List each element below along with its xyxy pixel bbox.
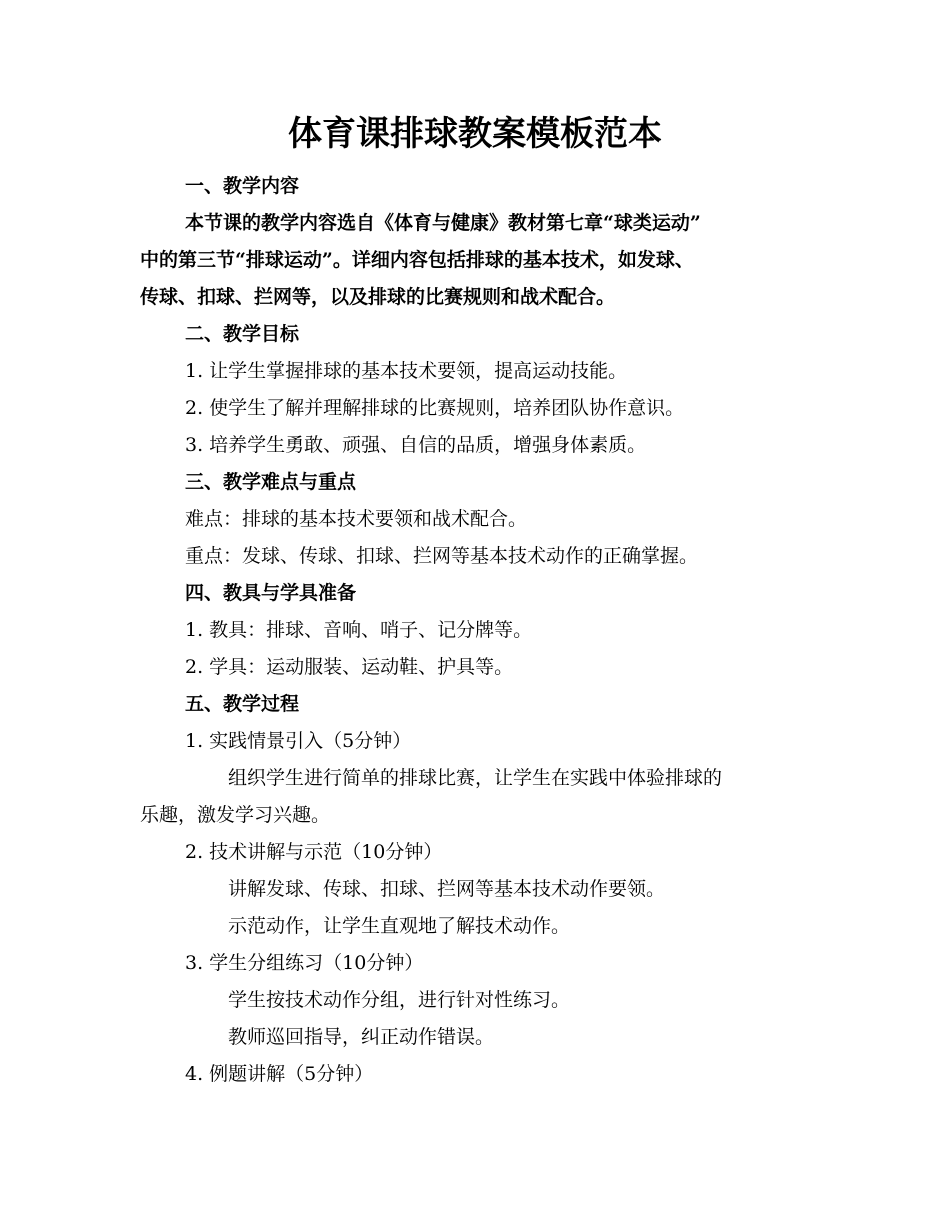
process-step-label: 1. 实践情景引入（5分钟） <box>185 730 412 752</box>
section-heading-difficulties: 三、教学难点与重点 <box>185 471 357 493</box>
content-paragraph-line-3: 传球、扣球、拦网等，以及排球的比赛规则和战术配合。 <box>140 286 616 308</box>
objective-item: 2. 使学生了解并理解排球的比赛规则，培养团队协作意识。 <box>185 397 685 419</box>
content-paragraph-line-2: 中的第三节“排球运动”。详细内容包括排球的基本技术，如发球、 <box>140 249 694 271</box>
key-point-text: 重点：发球、传球、扣球、拦网等基本技术动作的正确掌握。 <box>185 545 699 567</box>
process-step-label: 4. 例题讲解（5分钟） <box>185 1063 374 1085</box>
process-step-label: 3. 学生分组练习（10分钟） <box>185 952 424 974</box>
material-item: 2. 学具：运动服装、运动鞋、护具等。 <box>185 656 514 678</box>
document-title: 体育课排球教案模板范本 <box>288 114 662 154</box>
section-heading-objectives: 二、教学目标 <box>185 323 300 345</box>
process-step-text: 学生按技术动作分组，进行针对性练习。 <box>228 989 571 1011</box>
section-heading-content: 一、教学内容 <box>185 175 300 197</box>
objective-item: 1. 让学生掌握排球的基本技术要领，提高运动技能。 <box>185 360 628 382</box>
process-step-text: 组织学生进行简单的排球比赛，让学生在实践中体验排球的 <box>228 767 723 789</box>
process-step-text: 示范动作，让学生直观地了解技术动作。 <box>228 915 571 937</box>
material-item: 1. 教具：排球、音响、哨子、记分牌等。 <box>185 619 533 641</box>
process-step-text: 乐趣，激发学习兴趣。 <box>140 804 331 826</box>
content-paragraph-line-1: 本节课的教学内容选自《体育与健康》教材第七章“球类运动” <box>185 212 701 234</box>
process-step-text: 教师巡回指导，纠正动作错误。 <box>228 1026 495 1048</box>
process-step-label: 2. 技术讲解与示范（10分钟） <box>185 841 443 863</box>
process-step-text: 讲解发球、传球、扣球、拦网等基本技术动作要领。 <box>228 878 666 900</box>
difficulty-text: 难点：排球的基本技术要领和战术配合。 <box>185 508 528 530</box>
section-heading-materials: 四、教具与学具准备 <box>185 582 357 604</box>
objective-item: 3. 培养学生勇敢、顽强、自信的品质，增强身体素质。 <box>185 434 647 456</box>
section-heading-process: 五、教学过程 <box>185 693 300 715</box>
